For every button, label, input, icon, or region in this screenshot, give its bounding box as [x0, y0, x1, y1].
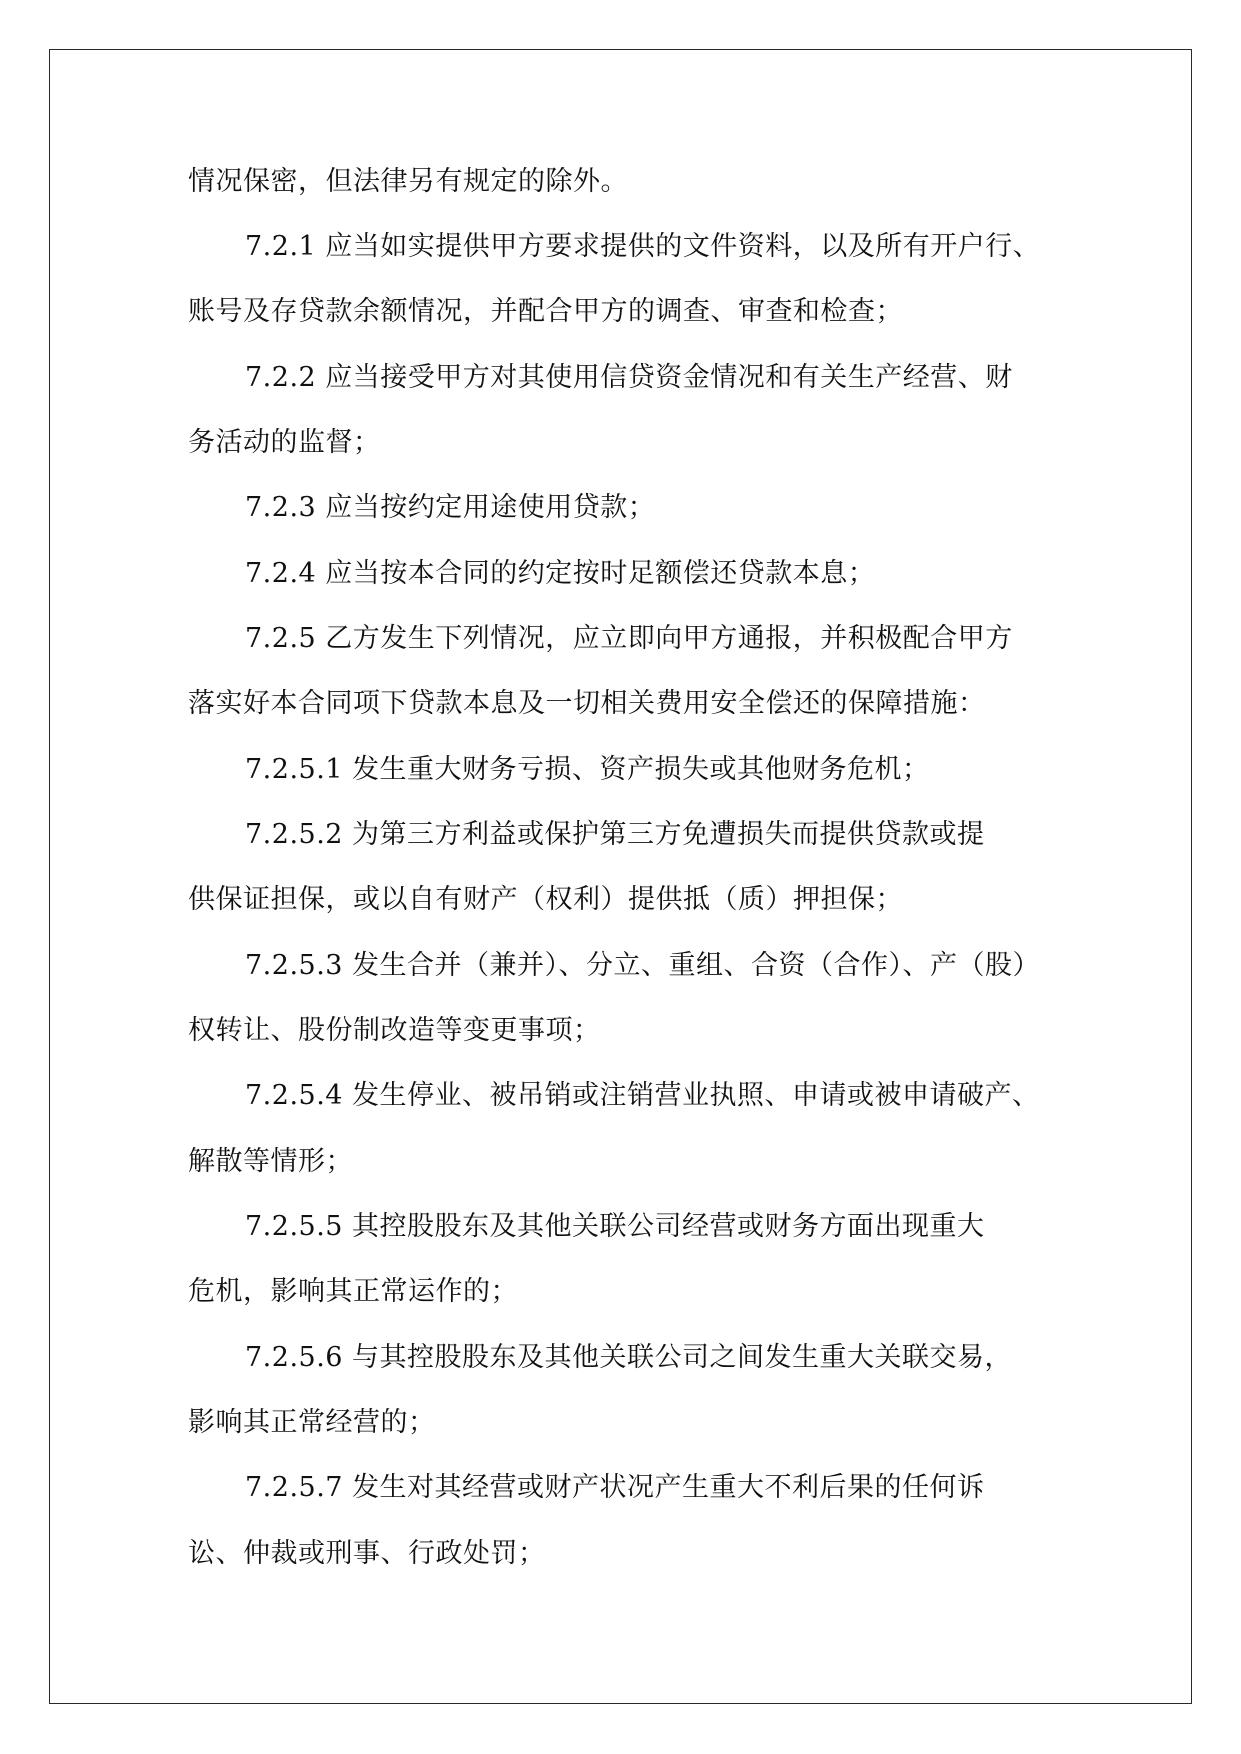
clause-7-2-5-6-line-1: 7.2.5.6 与其控股股东及其他关联公司之间发生重大关联交易， — [245, 1342, 1013, 1373]
clause-7-2-5-1: 7.2.5.1 发生重大财务亏损、资产损失或其他财务危机； — [245, 754, 930, 785]
clause-7-2-5-5-line-1: 7.2.5.5 其控股股东及其他关联公司经营或财务方面出现重大 — [245, 1211, 985, 1242]
clause-7-2-3: 7.2.3 应当按约定用途使用贷款； — [245, 492, 656, 523]
clause-7-2-4: 7.2.4 应当按本合同的约定按时足额偿还贷款本息； — [245, 558, 876, 589]
clause-7-2-5-7-line-1: 7.2.5.7 发生对其经营或财产状况产生重大不利后果的任何诉 — [245, 1472, 985, 1503]
clause-7-2-5-4-line-1: 7.2.5.4 发生停业、被吊销或注销营业执照、申请或被申请破产、 — [245, 1080, 1040, 1111]
clause-7-2-5-3-line-1: 7.2.5.3 发生合并（兼并）、分立、重组、合资（合作）、产（股） — [245, 950, 1041, 981]
clause-7-2-5-5-line-2: 危机，影响其正常运作的； — [188, 1276, 518, 1307]
clause-7-2-5-3-line-2: 权转让、股份制改造等变更事项； — [188, 1015, 601, 1046]
clause-7-2-1-line-2: 账号及存贷款余额情况，并配合甲方的调查、审查和检查； — [188, 296, 903, 327]
clause-7-2-5-2-line-1: 7.2.5.2 为第三方利益或保护第三方免遭损失而提供贷款或提 — [245, 819, 985, 850]
clause-7-2-1-line-1: 7.2.1 应当如实提供甲方要求提供的文件资料，以及所有开户行、 — [245, 231, 1041, 262]
clause-7-2-5-line-1: 7.2.5 乙方发生下列情况，应立即向甲方通报，并积极配合甲方 — [245, 623, 1013, 654]
clause-7-2-2-line-1: 7.2.2 应当接受甲方对其使用信贷资金情况和有关生产经营、财 — [245, 362, 1013, 393]
clause-7-2-5-4-line-2: 解散等情形； — [188, 1146, 353, 1177]
clause-7-2-5-2-line-2: 供保证担保，或以自有财产（权利）提供抵（质）押担保； — [188, 884, 903, 915]
clause-7-2-2-line-2: 务活动的监督； — [188, 427, 381, 458]
text-line: 情况保密，但法律另有规定的除外。 — [188, 166, 628, 197]
clause-7-2-5-line-2: 落实好本合同项下贷款本息及一切相关费用安全偿还的保障措施： — [188, 688, 986, 719]
clause-7-2-5-7-line-2: 讼、仲裁或刑事、行政处罚； — [188, 1538, 546, 1569]
clause-7-2-5-6-line-2: 影响其正常经营的； — [188, 1407, 436, 1438]
